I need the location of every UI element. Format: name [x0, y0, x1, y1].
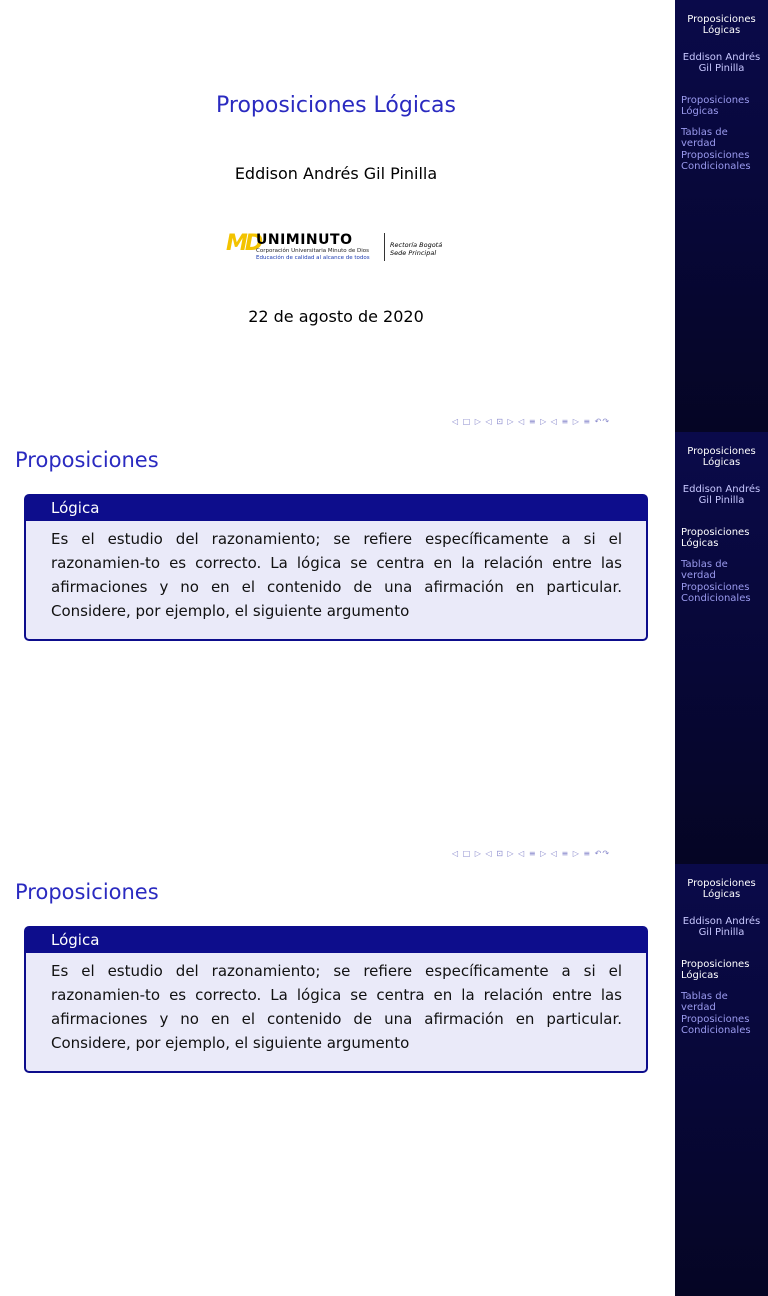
sidebar-item-proposiciones[interactable]: Proposiciones Lógicas	[681, 527, 750, 549]
block-text: Es el estudio del razonamiento; se refiere específicamente a si el razonamien-to es correcto. La lógica se centra en la relación entre las afirmaciones y no en el contenido de una afirmación en particular. Considere, por ejemplo, el siguiente argumento	[51, 530, 622, 620]
logo-sede: Sede Principal	[390, 249, 437, 257]
sidebar-item-condicionales[interactable]: Proposiciones Condicionales	[681, 150, 751, 172]
logo-divider	[384, 233, 385, 261]
beamer-nav-symbols[interactable]: ◁ □ ▷ ◁ ⊡ ▷ ◁ ≡ ▷ ◁ ≡ ▷ ≡ ↶↷	[452, 417, 611, 426]
frame-title: Proposiciones	[15, 880, 159, 904]
presentation-title: Proposiciones Lógicas	[216, 93, 456, 118]
title-slide	[0, 0, 768, 432]
sidebar	[675, 864, 768, 1296]
sidebar-item-tablas[interactable]: Tablas de verdad	[681, 991, 728, 1013]
sidebar-item-tablas[interactable]: Tablas de verdad	[681, 127, 728, 149]
block-text: Es el estudio del razonamiento; se refiere específicamente a si el razonamien-to es correcto. La lógica se centra en la relación entre las afirmaciones y no en el contenido de una afirmación en particular. Considere, por ejemplo, el siguiente argumento	[51, 962, 622, 1052]
logo-tagline: Educación de calidad al alcance de todos	[256, 255, 370, 261]
frame-slide	[0, 432, 768, 864]
sidebar-item-tablas[interactable]: Tablas de verdad	[681, 559, 728, 581]
sidebar-item-condicionales[interactable]: Proposiciones Condicionales	[681, 1014, 751, 1036]
presentation-author: Eddison Andrés Gil Pinilla	[234, 164, 438, 183]
logo-name: UNIMINUTO	[256, 232, 353, 248]
sidebar-item-condicionales[interactable]: Proposiciones Condicionales	[681, 582, 751, 604]
sidebar-title[interactable]: Proposiciones Lógicas	[687, 14, 756, 36]
sidebar-item-proposiciones[interactable]: Proposiciones Lógicas	[681, 959, 750, 981]
uniminuto-logo	[226, 227, 446, 267]
logo-rectoria: Rectoría Bogotá	[390, 241, 443, 249]
definition-block	[24, 926, 648, 1073]
sidebar-author: Eddison Andrés Gil Pinilla	[682, 484, 761, 506]
presentation-date: 22 de agosto de 2020	[248, 307, 424, 326]
frame-title: Proposiciones	[15, 448, 159, 472]
sidebar-item-proposiciones[interactable]: Proposiciones Lógicas	[681, 95, 750, 117]
sidebar-title[interactable]: Proposiciones Lógicas	[687, 446, 756, 468]
sidebar-title[interactable]: Proposiciones Lógicas	[687, 878, 756, 900]
logo-mark: MD	[226, 231, 261, 256]
block-title: Lógica	[26, 496, 646, 521]
sidebar-author: Eddison Andrés Gil Pinilla	[682, 916, 761, 938]
definition-block	[24, 494, 648, 641]
sidebar-author: Eddison Andrés Gil Pinilla	[682, 52, 761, 74]
frame-slide	[0, 864, 768, 1052]
beamer-nav-symbols[interactable]: ◁ □ ▷ ◁ ⊡ ▷ ◁ ≡ ▷ ◁ ≡ ▷ ≡ ↶↷	[452, 849, 611, 858]
logo-subtitle: Corporación Universitaria Minuto de Dios	[256, 248, 370, 254]
sidebar	[675, 432, 768, 864]
block-title: Lógica	[26, 928, 646, 953]
sidebar	[675, 0, 768, 432]
